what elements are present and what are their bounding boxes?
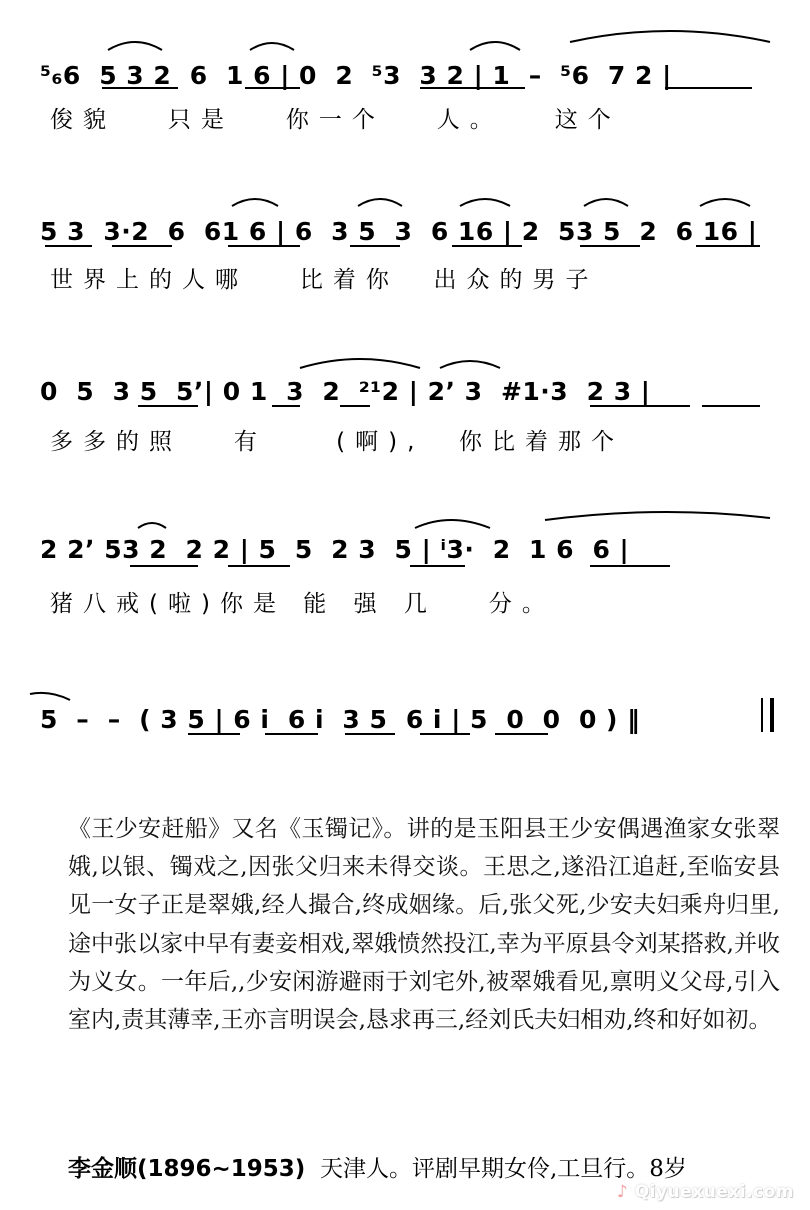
- jianpu-notes: 0 5 3 5 5ʼ| 0 1 3 2 ²¹2 | 2ʼ 3 #1·3 2 3 |: [40, 377, 651, 406]
- description-text: [68, 810, 780, 1039]
- slur-mark: [358, 199, 402, 206]
- watermark: [617, 1182, 794, 1202]
- slur-mark: [108, 42, 162, 50]
- slur-mark: [300, 359, 420, 368]
- music-note-icon: ♪: [616, 1182, 629, 1202]
- entry-name: 李金顺: [68, 1156, 137, 1182]
- lyrics-line: 多多的照 有 (啊), 你比着那个: [50, 429, 625, 455]
- jianpu-notes: 5 3 3·2 6 61 6 | 6 3 5 3 6 16 | 2 53 5 2 6 16 |: [40, 217, 758, 246]
- slur-mark: [232, 199, 278, 206]
- jianpu-notes: ⁵₆6 5 3 2 6 1 6 | 0 2 ⁵3 3 2 | 1 – ⁵6 7 2 |: [40, 61, 672, 90]
- jianpu-notes: 2 2ʼ 53 2 2 2 | 5 5 2 3 5 | ⁱ3· 2 1 6 6 |: [40, 535, 630, 564]
- slur-mark: [440, 361, 500, 368]
- entry-dates: (1896~1953): [137, 1156, 306, 1182]
- slur-mark: [570, 31, 770, 42]
- slur-mark: [470, 42, 520, 50]
- lyrics-line: 猪八戒(啦)你是 能 强 几 分。: [50, 591, 555, 617]
- slur-mark: [460, 199, 510, 206]
- lyrics-line: 俊貌 只是 你一个 人。 这个: [50, 107, 621, 133]
- slur-mark: [584, 199, 628, 206]
- watermark-text: Qiyuexuexi.com: [634, 1182, 794, 1202]
- jianpu-notes: 5 – – ( 3 5 | 6 i 6 i 3 5 6 i | 5 0 0 0 ) ‖: [40, 705, 641, 734]
- slur-mark: [700, 199, 750, 206]
- description-paragraph: 《王少安赶船》又名《玉镯记》。讲的是玉阳县王少安偶遇渔家女张翠娥,以银、镯戏之,因张父归来未得交谈。王思之,遂沿江追赶,至临安县见一女子正是翠娥,经人撮合,终成姻缘。后,张父死,少安夫妇乘舟归里,途中张以家中早有妻妾相戏,翠娥愤然投江,幸为平原县令刘某搭救,并收为义女。一年后,,少安闲游避雨于刘宅外,被翠娥看见,禀明义父母,引入室内,责其薄幸,王亦言明误会,恳求再三,经刘氏夫妇相劝,终和好如初。: [68, 816, 780, 1034]
- slur-mark: [545, 512, 770, 520]
- lyrics-line: 世界上的人哪 比着你 出众的男子: [50, 267, 599, 293]
- entry-text: 天津人。评剧早期女伶,工旦行。8岁: [319, 1156, 687, 1182]
- slur-mark: [250, 43, 294, 50]
